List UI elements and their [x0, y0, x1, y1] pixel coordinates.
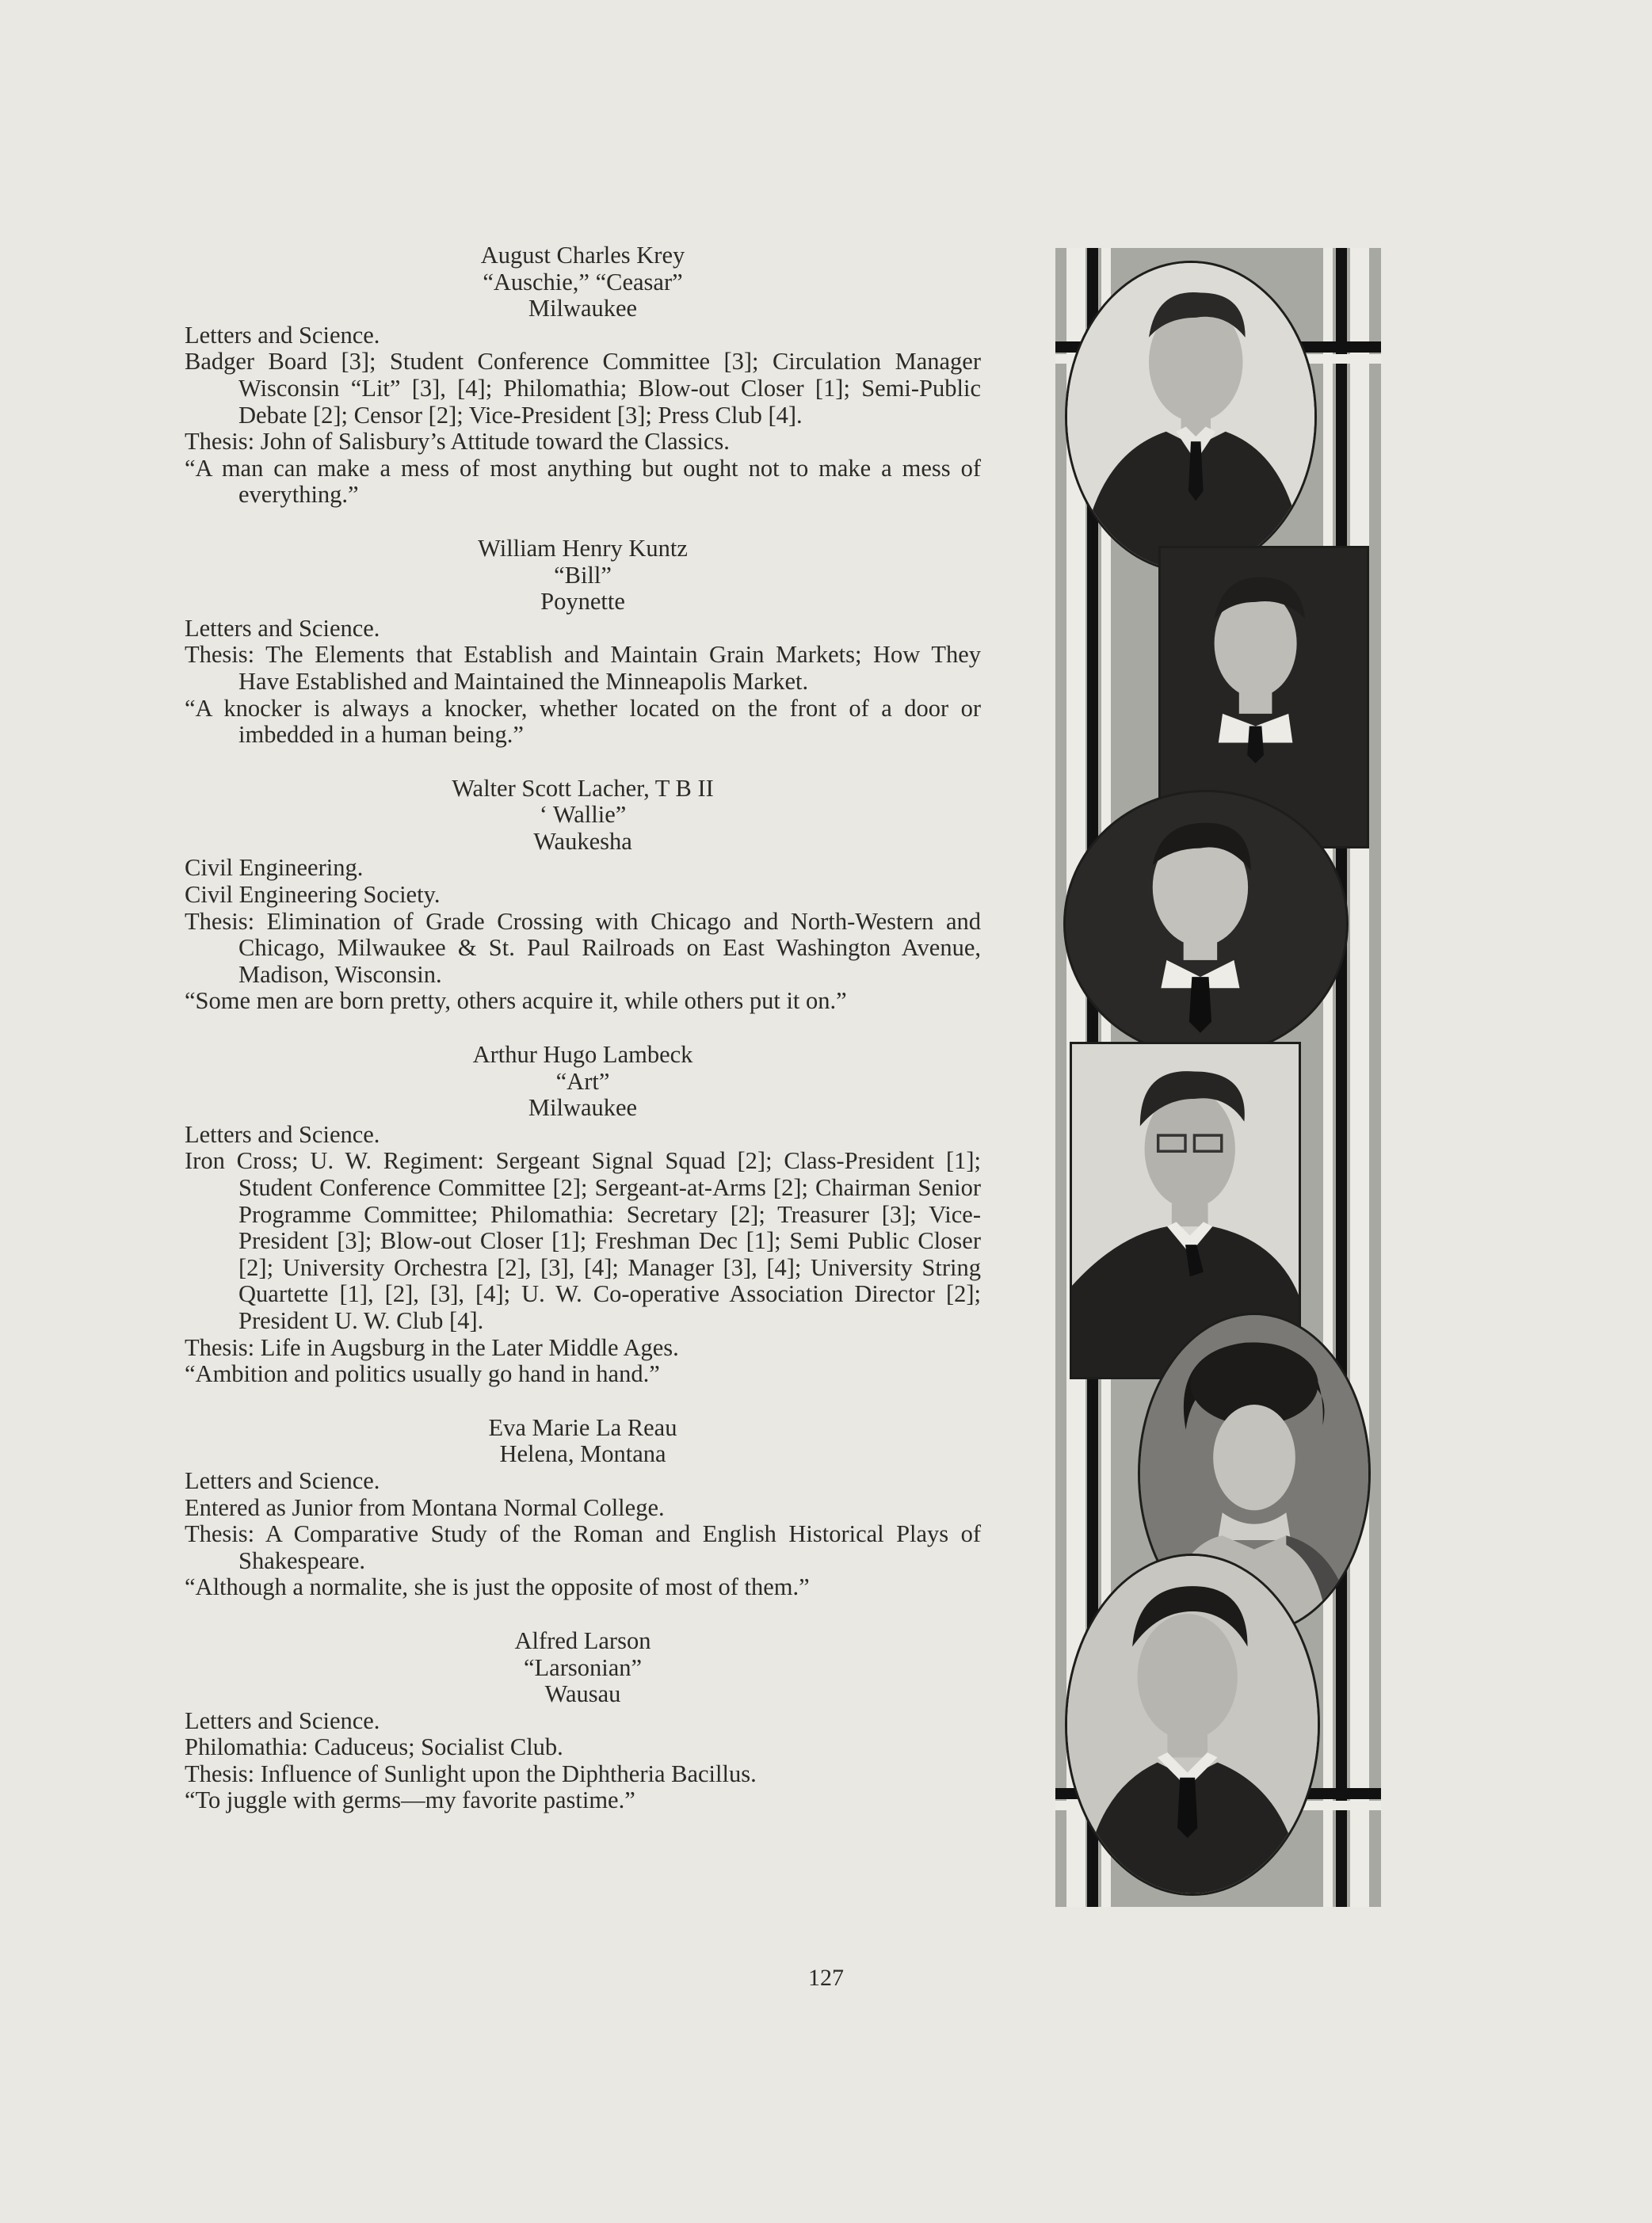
entry-kuntz — [185, 536, 981, 749]
student-name: Walter Scott Lacher, T B II — [452, 774, 714, 802]
student-hometown: Wausau — [544, 1680, 621, 1708]
entry-line: “To juggle with germs—my favorite pastime.” — [185, 1786, 635, 1814]
entry-krey — [185, 242, 981, 509]
entry-lambeck — [185, 1042, 981, 1388]
entry-line: Letters and Science. — [185, 321, 380, 349]
student-nickname: “Auschie,” “Ceasar” — [483, 268, 683, 296]
entry-line: Civil Engineering Society. — [185, 881, 441, 909]
entry-heading — [185, 776, 981, 856]
entry-la-reau — [185, 1415, 981, 1601]
entry-lacher — [185, 776, 981, 1015]
entry-heading — [185, 1415, 981, 1468]
entry-larson — [185, 1628, 981, 1814]
student-name: Alfred Larson — [514, 1626, 651, 1654]
entry-line: Letters and Science. — [185, 1706, 380, 1734]
portrait-photo — [1063, 790, 1349, 1058]
student-hometown: Milwaukee — [528, 295, 638, 322]
page-number: 127 — [808, 1965, 844, 1991]
entry-line: Entered as Junior from Montana Normal College. — [185, 1493, 665, 1521]
entry-line: Iron Cross; U. W. Regiment: Sergeant Signal Squad [2]; Class-President [1]; Student Conference Committee [2]; Sergeant-at-Arms [2]; Chairman Senior Programme Committee; Philomathia: Secretary [2]; Treasurer [3]; Vice-President [3]; Blow-out Closer [1]; Freshman Dec [1]; Semi Public Closer [2]; University Orchestra [2], [3], [4]; Manager [3], [4]; University String Quartette [1], [2], [3], [4]; U. W. Co-operative Association Director [2]; President U. W. Club [4]. — [185, 1147, 981, 1334]
student-nickname: ‘ Wallie” — [539, 801, 627, 829]
entry-heading — [185, 1628, 981, 1708]
entry-line: Thesis: John of Salisbury’s Attitude toward the Classics. — [185, 428, 730, 456]
entry-line: “Ambition and politics usually go hand in hand.” — [185, 1360, 660, 1388]
entry-line: Philomathia: Caduceus; Socialist Club. — [185, 1733, 563, 1761]
student-nickname: “Art” — [555, 1067, 610, 1095]
entry-line: “A knocker is always a knocker, whether located on the front of a door or imbedded in a human being.” — [185, 694, 981, 749]
biography-column — [185, 242, 981, 1814]
entry-heading — [185, 536, 981, 616]
portrait-photo — [1065, 261, 1317, 573]
entry-line: “A man can make a mess of most anything but ought not to make a mess of everything.” — [185, 454, 981, 509]
student-hometown: Poynette — [540, 588, 625, 616]
entry-line: Letters and Science. — [185, 614, 380, 642]
student-hometown: Helena, Montana — [499, 1440, 666, 1468]
student-nickname: “Larsonian” — [523, 1653, 643, 1681]
entry-line: Thesis: The Elements that Establish and Maintain Grain Markets; How They Have Established and Maintained the Minneapolis Market. — [185, 641, 981, 695]
entry-line: “Some men are born pretty, others acquire it, while others put it on.” — [185, 987, 847, 1015]
entry-line: Letters and Science. — [185, 1120, 380, 1148]
entry-heading — [185, 1042, 981, 1122]
entry-line: Thesis: Elimination of Grade Crossing with Chicago and North-Western and Chicago, Milwaukee & St. Paul Railroads on East Washington Avenue, Madison, Wisconsin. — [185, 907, 981, 988]
entry-line: Thesis: A Comparative Study of the Roman and English Historical Plays of Shakespeare. — [185, 1520, 981, 1574]
entry-line: Civil Engineering. — [185, 854, 364, 882]
student-name: Arthur Hugo Lambeck — [472, 1041, 693, 1069]
student-hometown: Waukesha — [533, 827, 632, 855]
entry-line: Thesis: Influence of Sunlight upon the Diphtheria Bacillus. — [185, 1760, 757, 1787]
entry-line: Letters and Science. — [185, 1466, 380, 1494]
student-name: August Charles Krey — [480, 242, 685, 269]
student-nickname: “Bill” — [554, 561, 612, 589]
entry-line: Badger Board [3]; Student Conference Committee [3]; Circulation Manager Wisconsin “Lit” [3], [4]; Philomathia; Blow-out Closer [1]; Semi-Public Debate [2]; Censor [2]; Vice-President [3]; Press Club [4]. — [185, 348, 981, 429]
entry-heading — [185, 242, 981, 322]
portrait-strip — [1055, 248, 1381, 1907]
student-hometown: Milwaukee — [528, 1094, 638, 1122]
entry-line: Thesis: Life in Augsburg in the Later Middle Ages. — [185, 1333, 679, 1361]
student-name: William Henry Kuntz — [478, 534, 688, 562]
portrait-photo — [1065, 1554, 1320, 1896]
entry-line: “Although a normalite, she is just the opposite of most of them.” — [185, 1573, 810, 1601]
student-name: Eva Marie La Reau — [488, 1413, 677, 1441]
